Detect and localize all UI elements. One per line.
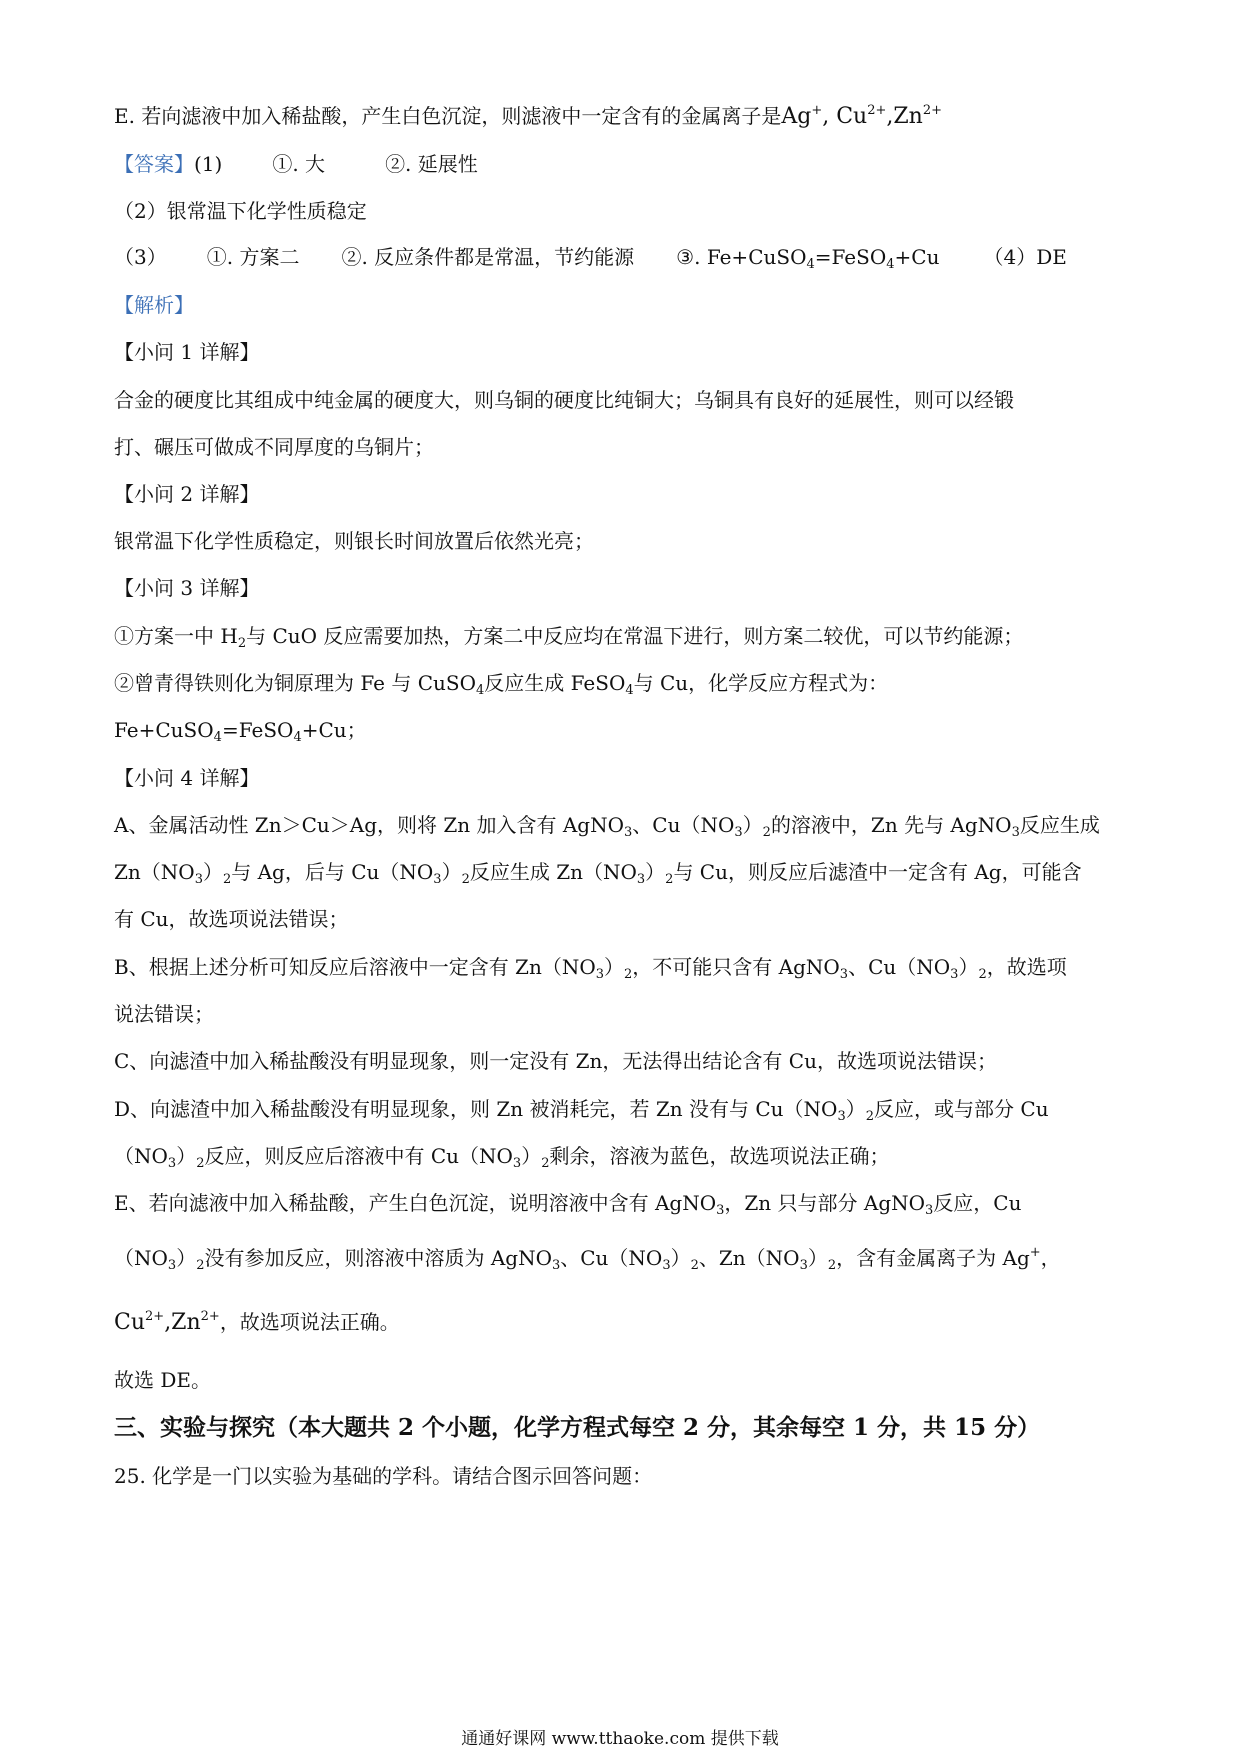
q3-equation: Fe+CuSO$_4$=FeSO$_4$+Cu；	[114, 718, 367, 745]
q4-a-line-2: $Zn(NO_3)_2$与 Ag，后与 $Cu(NO_3)_2$反应生成 $Zn(NO_3)_2$与 Cu，则反应后滤渣中一定含有 Ag，可能含	[114, 860, 1082, 887]
q2-heading: 【小问 2 详解】	[114, 482, 260, 506]
ion-formula: Ag+, $Cu^{2+},Zn^{2+}$	[781, 103, 943, 129]
q4-e-line-3: $Cu^{2+},Zn^{2+}$，故选项说法正确。	[114, 1309, 400, 1335]
q4-b-line-1: B、根据上述分析可知反应后溶液中一定含有 $Zn(NO_3)_2$，不可能只含有 AgNO$_3$、$Cu(NO_3)_2$，故选项	[114, 955, 1067, 982]
q3-para-1: ①方案一中 $H_2$与 CuO 反应需要加热，方案二中反应均在常温下进行，则方案二较优，可以节约能源；	[114, 624, 1024, 651]
answer-line-3: （3） ①. 方案二 ②. 反应条件都是常温，节约能源 ③. Fe+CuSO$_4$=FeSO$_4$+Cu （4）DE	[114, 245, 1067, 272]
q1-para-1: 合金的硬度比其组成中纯金属的硬度大，则乌铜的硬度比纯铜大；乌铜具有良好的延展性，则可以经锻	[114, 388, 1014, 412]
section-3-heading: 三、实验与探究（本大题共 2 个小题，化学方程式每空 2 分，其余每空 1 分，共 15 分）	[114, 1414, 1041, 1441]
q4-c-line: C、向滤渣中加入稀盐酸没有明显现象，则一定没有 Zn，无法得出结论含有 Cu，故选项说法错误；	[114, 1049, 997, 1073]
q1-heading: 【小问 1 详解】	[114, 340, 260, 364]
answer-line-1: 【答案】(1) ①. 大 ②. 延展性	[114, 152, 478, 176]
question-25: 25. 化学是一门以实验为基础的学科。请结合图示回答问题：	[114, 1464, 653, 1488]
q4-heading: 【小问 4 详解】	[114, 766, 260, 790]
q4-d-line-2: $(NO_3)_2$反应，则反应后溶液中有 $Cu(NO_3)_2$剩余，溶液为蓝色，故选项说法正确；	[114, 1144, 890, 1171]
q3-para-2: ②曾青得铁则化为铜原理为 Fe 与 CuSO$_4$反应生成 FeSO$_4$与 Cu，化学反应方程式为：	[114, 671, 889, 698]
q4-selection: 故选 DE。	[114, 1368, 211, 1392]
q4-a-line-3: 有 Cu，故选项说法错误；	[114, 907, 349, 931]
answer-tag: 【答案】	[114, 152, 194, 176]
q4-b-line-2: 说法错误；	[114, 1002, 214, 1026]
q3-heading: 【小问 3 详解】	[114, 576, 260, 600]
option-e-line: E. 若向滤液中加入稀盐酸，产生白色沉淀，则滤液中一定含有的金属离子是Ag+, $Cu^{2+},Zn^{2+}$	[114, 103, 943, 129]
analysis-tag: 【解析】	[114, 293, 194, 317]
q2-para-1: 银常温下化学性质稳定，则银长时间放置后依然光亮；	[114, 529, 594, 553]
q4-e-line-2: $(NO_3)_2$没有参加反应，则溶液中溶质为 AgNO$_3$、$Cu(NO_3)_2$、$Zn(NO_3)_2$，含有金属离子为 Ag+，	[114, 1245, 1061, 1273]
q1-para-2: 打、碾压可做成不同厚度的乌铜片；	[114, 435, 434, 459]
q4-e-line-1: E、若向滤液中加入稀盐酸，产生白色沉淀，说明溶液中含有 AgNO$_3$，Zn 只与部分 AgNO$_3$反应，Cu	[114, 1191, 1022, 1218]
answer-line-2: （2）银常温下化学性质稳定	[114, 199, 367, 223]
page-footer: 通通好课网 www.tthaoke.com 提供下载	[461, 1729, 779, 1749]
q4-d-line-1: D、向滤渣中加入稀盐酸没有明显现象，则 Zn 被消耗完，若 Zn 没有与 $Cu(NO_3)_2$反应，或与部分 Cu	[114, 1097, 1049, 1124]
q4-a-line-1: A、金属活动性 Zn＞Cu＞Ag，则将 Zn 加入含有 AgNO$_3$、$Cu(NO_3)_2$的溶液中，Zn 先与 AgNO$_3$反应生成	[114, 813, 1100, 840]
